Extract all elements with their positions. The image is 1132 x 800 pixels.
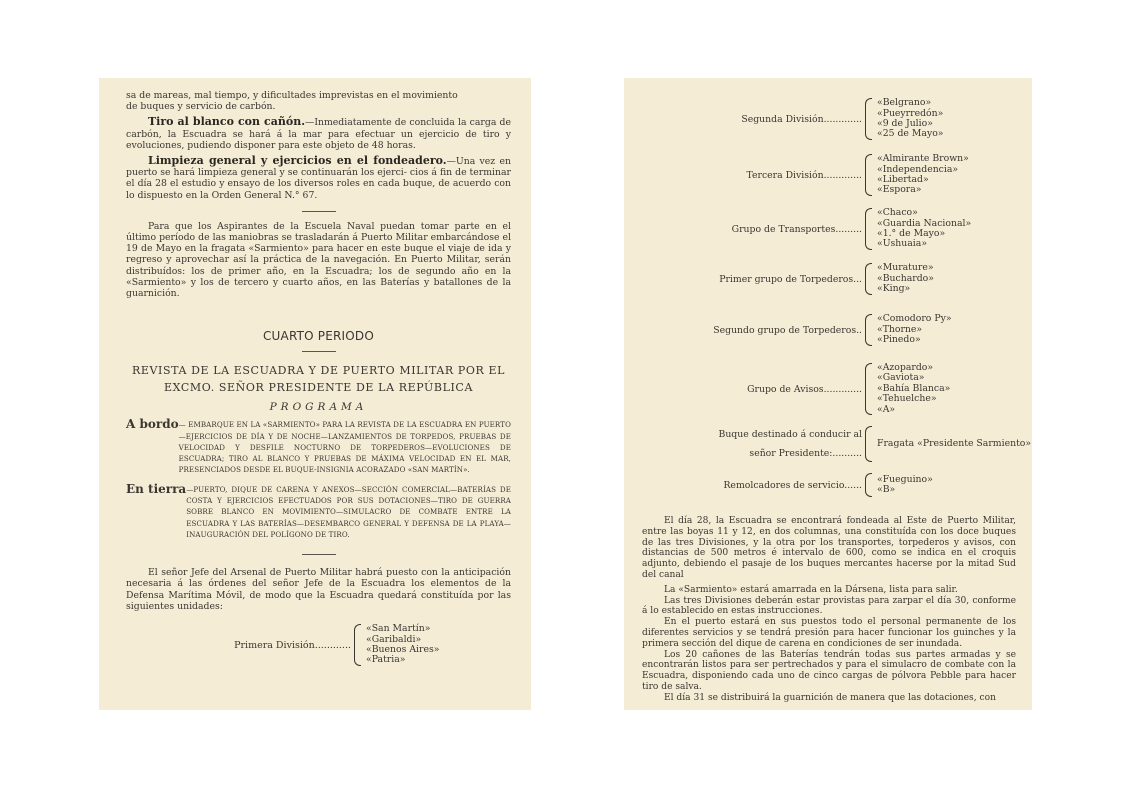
brace-icon (865, 208, 872, 250)
revista-title-line-1: REVISTA DE LA ESCUADRA Y DE PUERTO MILITAR POR EL (131, 364, 505, 378)
segundo-torpederos-group (624, 314, 952, 346)
ship-name: «Libertad» (877, 174, 929, 185)
unit-name: Tercera División............. (746, 169, 862, 181)
unit-ships (877, 363, 950, 415)
revista-title-line-2: EXCMO. SEÑOR PRESIDENTE DE LA REPÚBLICA (163, 381, 473, 395)
ship-name: «Almirante Brown» (877, 153, 969, 165)
brace-icon (865, 363, 872, 415)
ship-name: «Pueyrredón» (877, 107, 944, 119)
intro-line-1: sa de mareas, mal tiempo, y dificultades imprevistas en el movimiento (126, 90, 458, 101)
paragraph: En el puerto estará en sus puestos todo el personal permanente de los diferentes servicios y se tendrá presión para hacer funcionar los guinches y la primera sección del dique de carena en condiciones de ser inundada. (642, 617, 1016, 649)
transportes-group (624, 208, 971, 250)
aspirantes-paragraph: Para que los Aspirantes de la Escuela Naval puedan tomar parte en el último período de las maniobras se trasladarán á Puerto Militar embarcándose el 19 de Mayo en la fragata «Sarmiento» para hacer en este buque el viaje de ida y regreso y aprovechar así la práctica de la navegación. En Puerto Militar, serán distribuídos: los de primer año, en la Escuadra; los de segundo año en la «Sarmiento» y los de tercero y cuarto años, en las Baterías y batallones de la guarnición. (126, 220, 511, 300)
ship-name: «Garibaldi» (366, 633, 422, 645)
ship-name: «Azopardo» (877, 362, 934, 373)
primera-division-ships (366, 624, 439, 666)
ship-name: «Bahía Blanca» (877, 382, 951, 394)
ship-name: «B» (877, 484, 896, 495)
ship-name: «9 de Julio» (877, 118, 933, 129)
brace-icon (865, 98, 872, 140)
ship-name: «Espora» (877, 184, 922, 196)
ship-name: «Murature» (877, 262, 934, 274)
paragraph: Los 20 cañones de las Baterías tendrán todas sus partes armadas y se encontrarán listos para ser pertrechados y para el simulacro de combate con la Escuadra, disponiendo cada uno de cinco cargas de pólvora Pebble para hacer tiro de salva. (642, 649, 1016, 692)
ship-name: «King» (877, 283, 911, 295)
unit-name-line-1: Buque destinado á conducir al (718, 429, 862, 440)
brace-icon (865, 263, 872, 295)
ship-name: «25 de Mayo» (877, 128, 944, 140)
right-page (624, 78, 1032, 710)
paragraph: El día 31 se distribuirá la guarnición de manera que las dotaciones, con (664, 692, 996, 703)
ship-name: «Gaviota» (877, 372, 925, 384)
limpieza-text: —Una vez en puerto se hará limpieza general y se continuarán los ejerci- cios á fin de terminar el día 28 el estudio y ensayo de los diversos roles en cada buque, de acuerdo con lo dispuesto en la Orden General N.° 67. (126, 156, 511, 201)
ship-name: «Independencia» (877, 163, 959, 175)
ship-name: «Ushuaia» (877, 238, 928, 250)
unit-name (624, 425, 862, 463)
paragraph: El día 28, la Escuadra se encontrará fondeada al Este de Puerto Militar, entre las boyas 11 y 12, en dos columnas, una constituída con los doce buques de las tres Divisiones, y la otra por los transportes, torpederos y avisos, con distancias de 500 metros é intervalo de 600, como se indica en el croquis adjunto, debiendo el pasaje de los buques mercantes hacerse por la mitad Sud del canal (642, 516, 1016, 580)
a-bordo-label: A bordo (126, 417, 179, 432)
ship-name: «A» (877, 403, 896, 415)
unit-name: Grupo de Avisos............. (747, 383, 862, 395)
segunda-division-group (624, 98, 943, 140)
ship-name: «1.° de Mayo» (877, 228, 946, 239)
limpieza-paragraph (126, 155, 511, 201)
ship-name: «San Martín» (366, 623, 431, 635)
divider (302, 554, 336, 555)
unit-ships (877, 154, 969, 196)
a-bordo-text: — EMBARQUE EN LA «SARMIENTO» PARA LA REVISTA DE LA ESCUADRA EN PUERTO—EJERCICIOS DE DÍA Y DE NOCHE—LANZAMIENTOS DE TORPEDOS, PRUEBAS DE VELOCIDAD Y DESFILE NOCTURNO DE TORPEDEROS—EVOLUCIONES DE ESCUADRA; TIRO AL BLANCO Y PRUEBAS DE MÁXIMA VELOCIDAD EN EL MAR, PRESENCIADOS DESDE EL BUQUE-INSIGNIA ACORAZADO «SAN MARTÍN». (178, 420, 511, 475)
ship-name: «Guardia Nacional» (877, 217, 972, 229)
limpieza-heading: Limpieza general y ejercicios en el fondeadero. (148, 154, 447, 168)
ship-name: «Chaco» (877, 207, 918, 219)
tiro-paragraph (126, 116, 511, 151)
tiro-text: —Inmediatamente de concluida la carga de carbón, la Escuadra se hará á la mar para efectuar un ejercicio de tiro y evoluciones, pudiendo disponer para este objeto de 48 horas. (126, 117, 511, 151)
unit-name: Segunda División............. (741, 113, 862, 125)
unit-name: Grupo de Transportes......... (731, 223, 862, 235)
ship-name: Fragata «Presidente Sarmiento» (877, 437, 1032, 449)
ship-name: «Comodoro Py» (877, 313, 952, 325)
tiro-heading: Tiro al blanco con cañón. (148, 115, 306, 129)
divider (302, 351, 336, 352)
en-tierra-text: —PUERTO, DIQUE DE CARENA Y ANEXOS—SECCIÓN COMERCIAL—BATERÍAS DE COSTA Y EJERCICIOS EFECTUADOS POR SUS DOTACIONES—TIRO DE GUERRA SOBRE BLANCO EN MOVIMIENTO—SIMULACRO DE COMBATE ENTRE LA ESCUADRA Y LAS BATERÍAS—DESEMBARCO GENERAL Y DEFENSA DE LA PLAYA—INAUGURACIÓN DEL POLÍGONO DE TIRO. (186, 484, 511, 539)
primera-division-group (126, 624, 511, 666)
ship-name: «Thorne» (877, 323, 923, 335)
unit-ships (877, 263, 934, 294)
avisos-group (624, 363, 950, 415)
programa-title: PROGRAMA (269, 401, 368, 414)
ship-name: «Buenos Aires» (366, 644, 440, 656)
jefe-paragraph: El señor Jefe del Arsenal de Puerto Militar habrá puesto con la anticipación necesaria á las órdenes del señor Jefe de la Escuadra los elementos de la Defensa Marítima Móvil, de modo que la Escuadra quedará constituída por las siguientes unidades: (126, 567, 511, 612)
en-tierra-item (126, 481, 511, 540)
brace-icon (865, 154, 872, 196)
unit-ships (877, 314, 952, 345)
brace-icon (354, 624, 361, 666)
a-bordo-item (126, 419, 511, 475)
ship-name: «Patria» (366, 654, 406, 666)
unit-ships (877, 98, 943, 140)
left-page (99, 78, 531, 710)
brace-icon (865, 426, 872, 462)
unit-ships (877, 475, 933, 496)
divider (302, 211, 336, 212)
ship-name: «Fueguino» (877, 473, 933, 485)
unit-name: Primer grupo de Torpederos... (719, 273, 862, 285)
unit-name: Remolcadores de servicio...... (723, 479, 862, 491)
unit-ships (877, 439, 1031, 449)
paragraph: La «Sarmiento» estará amarrada en la Dársena, lista para salir. (664, 584, 958, 595)
ship-name: «Tehuelche» (877, 393, 937, 405)
unit-name: Segundo grupo de Torpederos.. (713, 324, 862, 336)
tercera-division-group (624, 154, 969, 196)
ship-name: «Belgrano» (877, 97, 932, 109)
unit-ships (877, 208, 971, 250)
cuarto-periodo-title: CUARTO PERIODO (262, 329, 375, 344)
primer-torpederos-group (624, 263, 934, 295)
ship-name: «Buchardo» (877, 272, 934, 284)
primera-division-name: Primera División............ (234, 639, 351, 651)
brace-icon (865, 473, 872, 497)
buque-presidente-group (624, 425, 1031, 463)
right-body-text (642, 516, 1016, 704)
unit-name-line-2: señor Presidente:.......... (749, 448, 862, 459)
paragraph: Las tres Divisiones deberán estar provistas para zarpar el día 30, conforme á lo establecido en estas instrucciones. (642, 595, 1016, 617)
ship-name: «Pinedo» (877, 334, 921, 346)
intro-line-2: de buques y servicio de carbón. (126, 101, 276, 113)
remolcadores-group (624, 473, 933, 497)
en-tierra-label: En tierra (126, 481, 187, 496)
brace-icon (865, 314, 872, 346)
